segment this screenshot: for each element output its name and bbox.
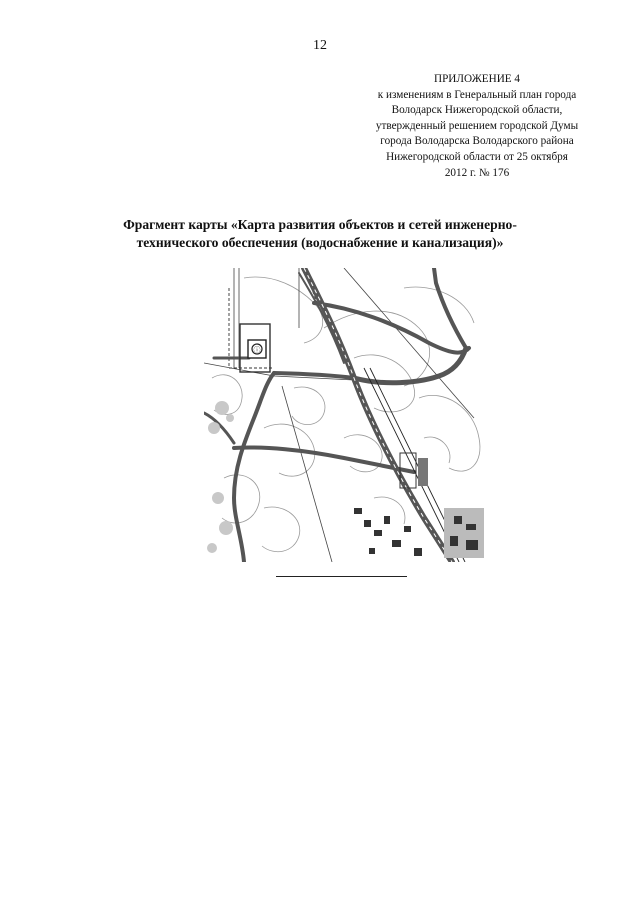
appendix-title: ПРИЛОЖЕНИЕ 4 xyxy=(433,73,520,85)
appendix-header xyxy=(352,72,602,181)
map-fragment-title xyxy=(60,216,580,252)
appendix-line: 2012 г. № 176 xyxy=(444,166,510,179)
facility-marker-icon: ⓘ xyxy=(253,347,261,354)
appendix-line: города Володарска Володарского района xyxy=(380,135,574,148)
map-fragment-title-line: технического обеспечения (водоснабжение и канализация)» xyxy=(136,235,504,250)
appendix-line: Нижегородской области от 25 октября xyxy=(386,150,568,163)
appendix-line: Володарск Нижегородской области, xyxy=(391,104,563,117)
page-number: 12 xyxy=(313,38,327,53)
map-fragment-image xyxy=(204,268,490,562)
end-rule xyxy=(276,576,407,577)
appendix-line: к изменениям в Генеральный план города xyxy=(377,88,577,101)
map-fragment-title-line: Фрагмент карты «Карта развития объектов и сетей инженерно- xyxy=(123,217,517,232)
appendix-line: утвержденный решением городской Думы xyxy=(375,119,579,132)
